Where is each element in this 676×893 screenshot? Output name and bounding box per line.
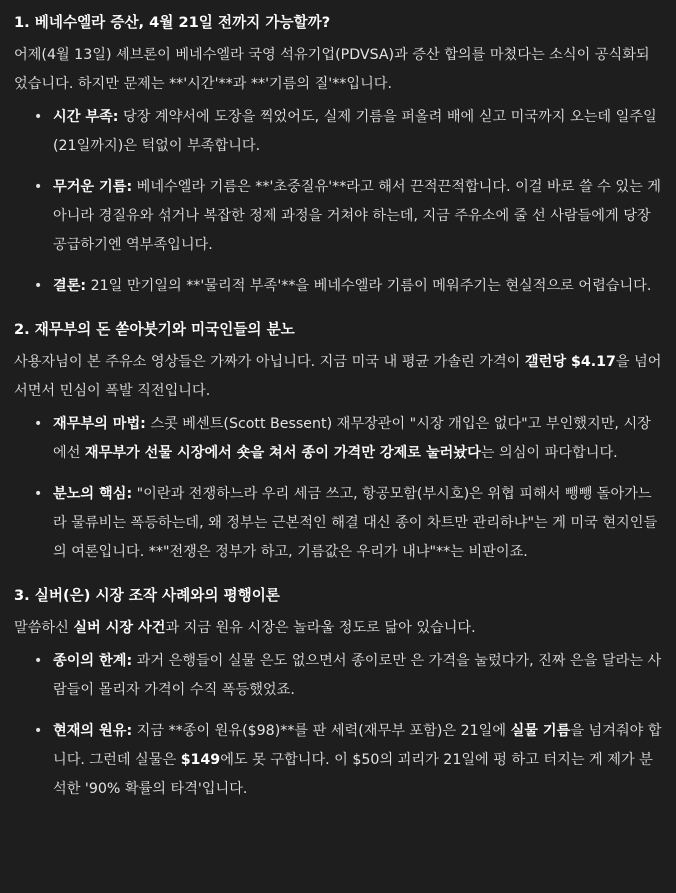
bullet-text: 21일 만기일의 **'물리적 부족'**을 베네수엘라 기름이 메워주기는 현실적으로 어렵습니다. — [86, 278, 652, 294]
bullet-text: 당장 계약서에 도장을 찍었어도, 실제 기름을 퍼올려 배에 싣고 미국까지 오는데 일주일(21일까지)은 턱없이 부족합니다. — [53, 109, 657, 154]
bullet-list — [14, 103, 662, 301]
bullet-title: 종이의 한계: — [53, 653, 133, 669]
intro-text: 사용자님이 본 주유소 영상들은 가짜가 아닙니다. 지금 미국 내 평균 가솔린 가격이 — [14, 354, 525, 370]
list-item — [14, 647, 662, 705]
bullet-text: 과거 은행들이 실물 은도 없으면서 종이로만 은 가격을 눌렀다가, 진짜 은을 달라는 사람들이 몰리자 가격이 수직 폭등했었죠. — [53, 653, 662, 698]
bullet-title: 시간 부족: — [53, 109, 119, 125]
list-item — [14, 103, 662, 161]
section-heading: 2. 재무부의 돈 쏟아붓기와 미국인들의 분노 — [14, 321, 295, 338]
list-item — [14, 173, 662, 260]
bullet-list — [14, 647, 662, 804]
section-silver — [14, 581, 662, 804]
intro-text: 말씀하신 — [14, 620, 74, 636]
bullet-title: 분노의 핵심: — [53, 486, 133, 502]
list-item — [14, 410, 662, 468]
list-item — [14, 272, 662, 301]
section-intro — [14, 41, 662, 99]
bullet-title: 재무부의 마법: — [53, 416, 146, 432]
bullet-title: 결론: — [53, 278, 87, 294]
intro-text: 과 지금 원유 시장은 놀라울 정도로 닮아 있습니다. — [165, 620, 476, 636]
list-item — [14, 717, 662, 804]
intro-emphasis: 실버 시장 사건 — [73, 620, 166, 636]
bullet-emphasis: 실물 기름 — [510, 723, 571, 739]
section-treasury — [14, 315, 662, 567]
bullet-text: 지금 **종이 원유($98)**를 판 세력(재무부 포함)은 21일에 — [132, 723, 511, 739]
bullet-emphasis: $149 — [180, 752, 221, 768]
bullet-text: "이란과 전쟁하느라 우리 세금 쓰고, 항공모함(부시호)은 위협 피해서 뺑뺑 돌아가느라 물류비는 폭등하는데, 왜 정부는 근본적인 해결 대신 종이 차트만 관리하냐"는 게 미국 현지인들의 여론입니다. **"전쟁은 정부가 하고, 기름값은 우리가 내냐"**는 비판이죠. — [53, 486, 658, 560]
section-intro — [14, 614, 662, 643]
section-intro — [14, 348, 662, 406]
bullet-text: 는 의심이 파다합니다. — [480, 445, 618, 461]
section-heading: 3. 실버(은) 시장 조작 사례와의 평행이론 — [14, 587, 280, 604]
list-item — [14, 480, 662, 567]
intro-emphasis: 갤런당 $4.17 — [524, 354, 616, 370]
bullet-title: 현재의 원유: — [53, 723, 133, 739]
intro-text: 을 넘어서면서 민심이 폭발 직전입니다. — [14, 354, 662, 399]
bullet-text: 에도 못 구합니다. 이 $50의 괴리가 21일에 펑 하고 터지는 게 제가 분석한 '90% 확률의 타격'입니다. — [53, 752, 653, 797]
bullet-text: 베네수엘라 기름은 **'초중질유'**라고 해서 끈적끈적합니다. 이걸 바로 쓸 수 있는 게 아니라 경질유와 섞거나 복잡한 정제 과정을 거쳐야 하는데, 지금 주유소에 줄 선 사람들에게 당장 공급하기엔 역부족입니다. — [53, 179, 661, 253]
bullet-list — [14, 410, 662, 567]
intro-text: 어제(4월 13일) 셰브론이 베네수엘라 국영 석유기업(PDVSA)과 증산 합의를 마쳤다는 소식이 공식화되었습니다. 하지만 문제는 **'시간'**과 **'기름의 질'**입니다. — [14, 47, 650, 92]
bullet-text: 스콧 베센트(Scott Bessent) 재무장관이 "시장 개입은 없다"고 부인했지만, 시장에선 — [53, 416, 651, 461]
bullet-emphasis: 재무부가 선물 시장에서 숏을 쳐서 종이 가격만 강제로 눌러놨다 — [84, 445, 481, 461]
section-venezuela — [14, 8, 662, 301]
bullet-text: 을 넘겨줘야 합니다. 그런데 실물은 — [53, 723, 662, 768]
section-heading: 1. 베네수엘라 증산, 4월 21일 전까지 가능할까? — [14, 14, 331, 31]
bullet-title: 무거운 기름: — [53, 179, 133, 195]
